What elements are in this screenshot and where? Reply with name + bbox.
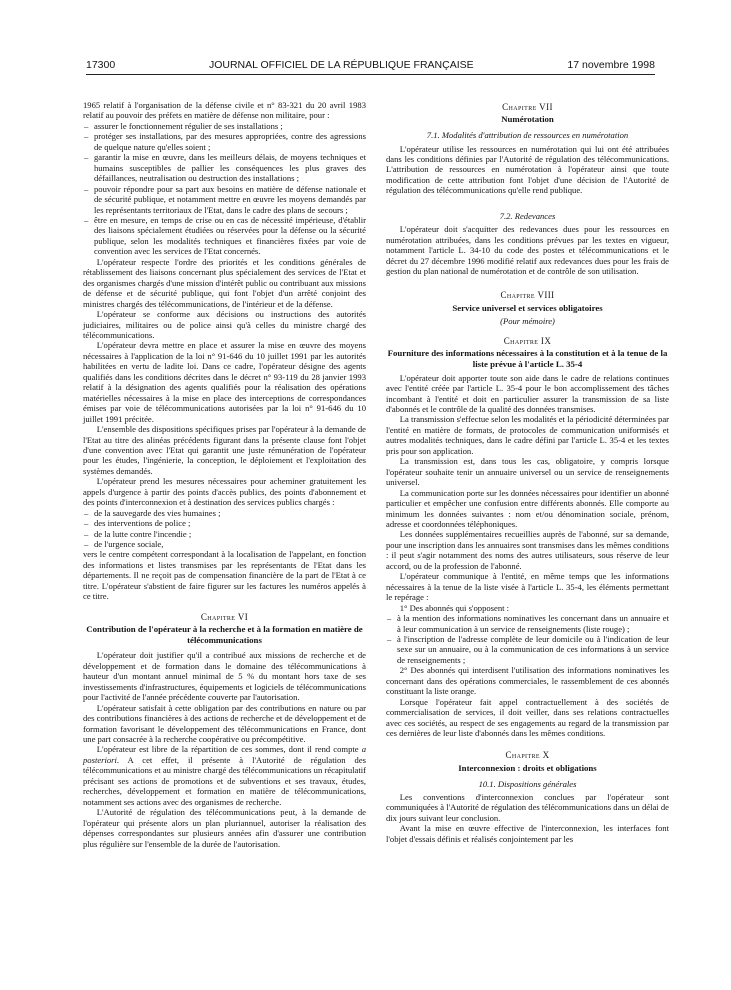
chapter-8-title: Service universel et services obligatoires [452, 302, 603, 313]
chapter-9-label: Chapitre IX [503, 335, 552, 346]
list-item: – de la lutte contre l'incendie ; [94, 529, 366, 539]
list-item: – des interventions de police ; [94, 518, 366, 528]
list-item: – de la sauvegarde des vies humaines ; [94, 508, 366, 518]
paragraph: L'opérateur doit justifier qu'il a contribué aux missions de recherche et de développement et de formation dans le domaine des télécommunications à hauteur d'un montant annuel minimal de 5 % du montant hors taxe de ses investissements d'infrastructures, équipements et logiciels de télécommunications pour l'activité de l'année précédente couverte par l'autorisation. [83, 650, 366, 703]
section-7-1-title: 7.1. Modalités d'attribution de ressources en numérotation [426, 130, 629, 141]
journal-title: JOURNAL OFFICIEL DE LA RÉPUBLIQUE FRANÇAISE [208, 59, 474, 71]
chapter-8-note: (Pour mémoire) [500, 315, 555, 326]
paragraph: L'opérateur prend les mesures nécessaires pour acheminer gratuitement les appels d'urgence à partir des points d'accès publics, des points d'abonnement et des points d'interconnexion et à destination des services publics chargés : [83, 476, 366, 508]
defense-list [83, 121, 366, 257]
list-item: – protéger ses installations, par des mesures appropriées, contre des agressions de quelque nature qu'elles soient ; [94, 131, 366, 152]
paragraph: L'ensemble des dispositions spécifiques prises par l'opérateur à la demande de l'Etat au titre des alinéas précédents figurant dans la présente clause font l'objet d'une convention avec l'Etat qui garantit une juste rémunération de l'opérateur pour les études, l'ingénierie, la conception, le déploiement et l'exploitation des systèmes demandés. [83, 424, 366, 476]
list-item: – à l'inscription de l'adresse complète de leur domicile ou à l'indication de leur sexe sur un annuaire, ou à la communication de ces informations à un service de renseignements ; [397, 634, 669, 665]
chapter-7-title: Numérotation [501, 114, 554, 125]
opposition-list [386, 613, 669, 665]
list-item: – être en mesure, en temps de crise ou en cas de nécessité impérieuse, d'établir des liaisons spécialement étudiées ou réservées pour la défense ou la sécurité publique, selon les modalités techniques et financières fixées par voie de convention avec les services de l'Etat concernés. [94, 215, 366, 257]
chapter-7-label: Chapitre VII [502, 102, 553, 112]
paragraph: Lorsque l'opérateur fait appel contractuellement à des sociétés de commercialisation de services, il doit veiller, dans ses relations contractuelles avec ces sociétés, au respect de ses engagements au regard de la transmission par ces dernières de leur liste d'abonnés dans les mêmes conditions. [386, 696, 669, 739]
section-7-2-title: 7.2. Redevances [499, 210, 556, 221]
paragraph: L'opérateur doit s'acquitter des redevances dues pour les ressources en numérotation attribuées, dans les conditions prévues par les textes en vigueur, notamment l'article L. 34-10 du code des postes et télécommunications et le décret du 27 décembre 1996 modifié relatif aux redevances dues pour les frais de gestion du plan national de numérotation et de contrôle de son utilisation. [386, 224, 669, 277]
chapter-10-label: Chapitre X [505, 750, 550, 761]
intro-paragraph: 1965 relatif à l'organisation de la défense civile et n° 83-321 du 20 avril 1983 relatif au pouvoir des préfets en matière de défense non militaire, pour : [83, 100, 366, 121]
paragraph: L'opérateur communique à l'entité, en même temps que les informations nécessaires à la tenue de la liste visée à l'article L. 35-4, les éléments permettant le repérage : [386, 571, 669, 603]
paragraph: vers le centre compétent correspondant à la localisation de l'appelant, en fonction des informations et listes transmises par les représentants de l'Etat dans les départements. Il ne reçoit pas de compensation financière de la part de l'Etat à ce titre. L'opérateur s'abstient de faire figurer sur les factures les numéros appelés à ce titre. [83, 549, 366, 602]
list-item: 1° Des abonnés qui s'opposent : [399, 602, 510, 613]
paragraph: L'opérateur satisfait à cette obligation par des contributions en nature ou par des contributions financières à des actions de recherche et de développement et de formation favorisant le développement des télécommunications en France, dont une part consacrée à la recherche coopérative ou précompétitive. [83, 702, 366, 745]
list-item: – garantir la mise en œuvre, dans les meilleurs délais, de moyens techniques et humains susceptibles de pallier les conséquences les plus graves des défaillances, neutralisation ou destruction des installations ; [94, 152, 366, 183]
list-item: – assurer le fonctionnement régulier de ses installations ; [94, 121, 366, 131]
chapter-6-label: Chapitre VI [200, 611, 249, 622]
paragraph: L'opérateur devra mettre en place et assurer la mise en œuvre des moyens nécessaires à l'application de la loi n° 91-646 du 10 juillet 1991 par les autorités habilitées en vertu de ladite loi. Dans ce cadre, l'opérateur désigne des agents qualifiés dans les conditions décrites dans le décret n° 93-119 du 28 janvier 1993 relatif à la désignation des agents qualifiés pour la réalisation des opérations matérielles nécessaires à la mise en place des interceptions de correspondances émises par voie de télécommunications autorisées par la loi n° 91-646 du 10 juillet 1991 précitée. [83, 340, 366, 424]
chapter-6-title: Contribution de l'opérateur à la recherche et à la formation en matière de télécommunications [86, 624, 363, 645]
paragraph: La communication porte sur les données nécessaires pour identifier un abonné particulier et empêcher une confusion entre différents abonnés. Elle comporte au minimum les données suivantes : nom et/ou dénomination sociale, prénom, adresse et coordonnées téléphoniques. [386, 487, 669, 529]
section-10-1-title: 10.1. Dispositions générales [478, 778, 577, 789]
right-column [386, 100, 669, 844]
list-item: 2° Des abonnés qui interdisent l'utilisation des informations nominatives les concernant dans des opérations commerciales, le rassemblement de ces abonnés constituant la liste orange. [386, 665, 669, 697]
page-number: 17300 [86, 59, 116, 71]
list-item: – à la mention des informations nominatives les concernant dans un annuaire et à leur communication à un service de renseignements (liste rouge) ; [397, 613, 669, 634]
chapter-8-label: Chapitre VIII [500, 290, 555, 301]
paragraph: Les conventions d'interconnexion conclues par l'opérateur sont communiquées à l'Autorité de régulation des télécommunications dans un délai de dix jours suivant leur conclusion. [386, 791, 669, 823]
paragraph: L'opérateur se conforme aux décisions ou instructions des autorités judiciaires, militaires ou de police ainsi qu'à celles du ministre chargé des télécommunications. [83, 309, 366, 340]
page-header [86, 55, 655, 71]
left-column [83, 100, 366, 849]
paragraph: Avant la mise en œuvre effective de l'interconnexion, les interfaces font l'objet d'essais définis et réalisés conjointement par les [386, 823, 669, 844]
paragraph: L'opérateur doit apporter toute son aide dans le cadre de relations continues avec l'entité créée par l'article L. 35-4 pour le bon accomplissement des tâches incombant à l'entité et doit en particulier assurer la transmission de sa liste d'abonnés et le contrôle de la qualité des données transmises. [386, 372, 669, 414]
paragraph: La transmission est, dans tous les cas, obligatoire, y compris lorsque l'opérateur souhaite tenir un annuaire universel ou un service de renseignements universel. [386, 456, 669, 488]
paragraph: Les données supplémentaires recueillies auprès de l'abonné, sur sa demande, pour une inscription dans les annuaires sont transmises dans les mêmes conditions : il peut s'agir notamment des noms des autres utilisateurs, sous réserve de leur accord, ou de la profession de l'abonné. [386, 529, 669, 571]
paragraph: L'Autorité de régulation des télécommunications peut, à la demande de l'opérateur qui présente alors un plan pluriannuel, autoriser la réalisation des dépenses correspondantes sur plusieurs années afin d'assurer une contribution plus régulière sur l'ensemble de la durée de l'autorisation. [83, 807, 366, 849]
list-item: – de l'urgence sociale, [94, 539, 366, 549]
chapter-9-title: Fourniture des informations nécessaires à la constitution et à la tenue de la liste prévue à l'article L. 35-4 [387, 348, 668, 370]
issue-date: 17 novembre 1998 [567, 59, 655, 71]
header-rule [86, 74, 655, 75]
paragraph: L'opérateur est libre de la répartition de ces sommes, dont il rend compte a posteriori. A cet effet, il présente à l'Autorité de régulation des télécommunications et au ministre chargé des télécommunications un récapitulatif précisant ses actions de promotions et de subventions et ses travaux, études, recherches, développement et formation en matière de télécommunications, notamment ses actions avec des organismes de recherche. [83, 744, 366, 807]
chapter-10-title: Interconnexion : droits et obligations [458, 762, 597, 773]
paragraph: La transmission s'effectue selon les modalités et la périodicité déterminées par l'entité en matière de formats, de protocoles de communication uniformisés et autres modalités techniques, dans le cadre défini par l'article L. 35-4 et les textes pris pour son application. [386, 414, 669, 456]
paragraph: L'opérateur respecte l'ordre des priorités et les conditions générales de rétablissement des liaisons concernant plus spécialement des services de l'Etat et des organismes chargés d'une mission d'intérêt public ou contribuant aux missions de défense et de sécurité publique, qui font l'objet d'un arrêté conjoint des ministres chargés des télécommunications, de l'intérieur et de la défense. [83, 256, 366, 309]
list-item: – pouvoir répondre pour sa part aux besoins en matière de défense nationale et de sécurité publique, et notamment mettre en œuvre les moyens demandés par les représentants territoriaux de l'Etat, dans le cadre des plans de secours ; [94, 184, 366, 215]
paragraph: L'opérateur utilise les ressources en numérotation qui lui ont été attribuées dans les conditions définies par l'Autorité de régulation des télécommunications. L'attribution de ressources en numérotation à l'opérateur ainsi que toute modification de cette attribution font l'objet d'une décision de l'Autorité de régulation des télécommunications qu'elle rend publique. [386, 143, 669, 196]
emergency-list [83, 508, 366, 550]
